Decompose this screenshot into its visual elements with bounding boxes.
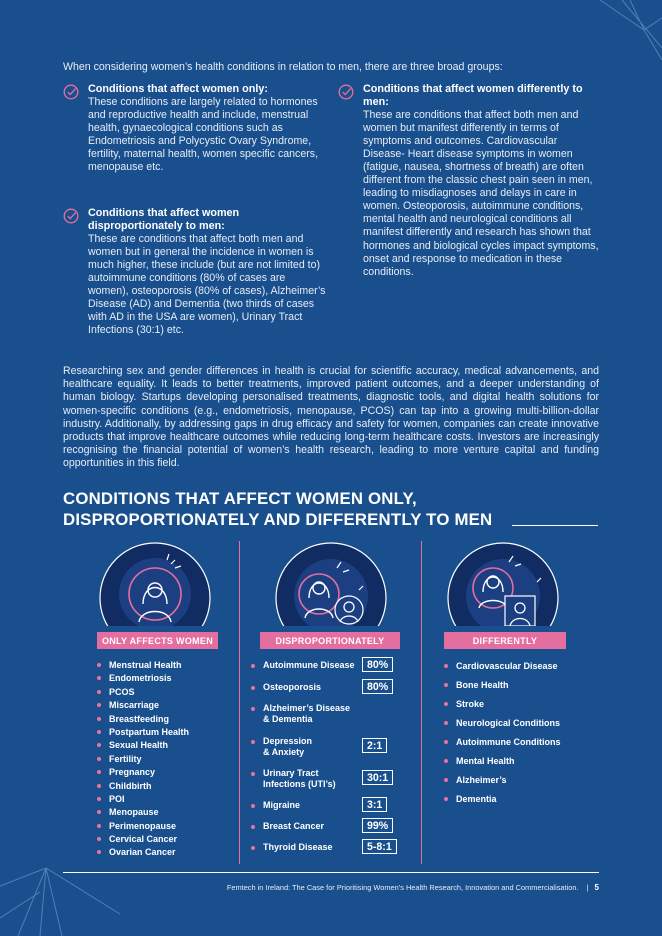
row-label: Thyroid Disease — [263, 842, 333, 852]
section-title-line2: DISPROPORTIONATELY AND DIFFERENTLY TO MEN — [63, 510, 493, 529]
row-label: Urinary Tract Infections (UTI’s) — [263, 768, 336, 789]
condition-title: Conditions that affect women disproportionately to men: — [88, 207, 240, 232]
check-circle-icon — [338, 84, 354, 100]
decorative-triangles-top-right-icon — [560, 0, 662, 60]
condition-title: Conditions that affect women only: — [88, 83, 268, 95]
row-ratio: 5-8:1 — [362, 839, 397, 854]
list-item: Perimenopause — [97, 820, 237, 833]
footer-separator: | — [586, 883, 589, 892]
intro-text: When considering women’s health conditions in relation to men, there are three broad groups: — [63, 61, 503, 73]
condition-body: These are conditions that affect both men and women but manifest differently in terms of symptoms and outcomes. Cardiovascular Disease- Heart disease symptoms in women (fatigue, nausea, shortness of breath) are often different from the classic chest pain seen in men, leading to misdiagnoses and delays in care in women. Osteoporosis, autoimmune conditions, mental health and neurological conditions all manifest differently and research has shown that hormones and biological cycles impact symptoms, onset and response to medication in these conditions. — [363, 108, 599, 278]
bullet-dot — [251, 846, 255, 850]
row-label: Osteoporosis — [263, 682, 322, 692]
condition-differently — [363, 83, 601, 279]
list-item: PCOS — [97, 686, 237, 699]
condition-disproportionately — [88, 207, 326, 337]
row-ratio: 2:1 — [362, 738, 387, 753]
list-item: Alzheimer’s — [444, 774, 594, 793]
row-label: Breast Cancer — [263, 821, 325, 831]
row-ratio: 80% — [362, 657, 393, 672]
row-label: Autoimmune Disease — [263, 660, 355, 670]
row-ratio: 80% — [362, 679, 393, 694]
list-item: Menstrual Health — [97, 659, 237, 672]
section-title-line1: CONDITIONS THAT AFFECT WOMEN ONLY, — [63, 489, 417, 508]
bullet-dot — [251, 664, 255, 668]
condition-body: These conditions are largely related to hormones and reproductive health and include, menstrual health, gynaecological conditions such as Endometriosis and Polycystic Ovary Syndrome, fertility, maternal health, women specific cancers, menopause etc. — [88, 95, 319, 174]
footer-rule — [63, 872, 599, 873]
badge-differently: DIFFERENTLY — [444, 632, 566, 649]
bullet-dot — [251, 804, 255, 808]
row-ratio: 99% — [362, 818, 393, 833]
list-item: Endometriosis — [97, 672, 237, 685]
list-item: Dementia — [444, 793, 594, 812]
row-label: Migraine — [263, 800, 301, 810]
list-item: Cardiovascular Disease — [444, 660, 594, 679]
list-item: Pregnancy — [97, 766, 237, 779]
woman-and-man-frame-icon — [447, 542, 559, 626]
title-underline — [512, 525, 598, 526]
bullet-dot — [251, 740, 255, 744]
footer — [63, 883, 599, 892]
differently-list — [444, 660, 594, 812]
woman-and-man-icon — [275, 542, 387, 626]
list-item: Stroke — [444, 698, 594, 717]
check-circle-icon — [63, 84, 79, 100]
bullet-dot — [251, 707, 255, 711]
list-item: Ovarian Cancer — [97, 846, 237, 859]
list-item: Fertility — [97, 753, 237, 766]
badge-only-affects-women: ONLY AFFECTS WOMEN — [97, 632, 218, 649]
list-item: Cervical Cancer — [97, 833, 237, 846]
bullet-dot — [251, 686, 255, 690]
row-ratio: 3:1 — [362, 797, 387, 812]
condition-body: These are conditions that affect both men and women but in general the incidence in women is much higher, these include (but are not limited to) autoimmune conditions (80% of cases are women), osteoporosis (80% of cases), Alzheimer’s Disease (AD) and Dementia (two thirds of cases with AD in the USA are women), Urinary Tract Infections (30:1) etc. — [88, 232, 326, 337]
list-item: Postpartum Health — [97, 726, 237, 739]
check-circle-icon — [63, 208, 79, 224]
column-divider — [239, 541, 240, 864]
list-item: Childbirth — [97, 780, 237, 793]
condition-title: Conditions that affect women differently to men: — [363, 83, 583, 108]
list-item: Neurological Conditions — [444, 717, 594, 736]
list-item: Bone Health — [444, 679, 594, 698]
section-title — [63, 488, 603, 530]
list-item: Breastfeeding — [97, 713, 237, 726]
list-item: Miscarriage — [97, 699, 237, 712]
list-item: Sexual Health — [97, 739, 237, 752]
list-item: Mental Health — [444, 755, 594, 774]
row-label: Depression & Anxiety — [263, 736, 313, 757]
only-affects-list — [97, 659, 237, 860]
badge-disproportionately: DISPROPORTIONATELY — [260, 632, 400, 649]
page-number: 5 — [594, 883, 599, 892]
row-ratio: 30:1 — [362, 770, 393, 785]
woman-icon — [99, 542, 211, 626]
bullet-dot — [251, 825, 255, 829]
column-divider — [421, 541, 422, 864]
footer-text: Femtech in Ireland: The Case for Prioritising Women’s Health Research, Innovation and Commercialisation. — [226, 883, 579, 892]
list-item: POI — [97, 793, 237, 806]
bullet-dot — [251, 772, 255, 776]
research-paragraph: Researching sex and gender differences in health is crucial for scientific accuracy, medical advancements, and healthcare equality. It leads to better treatments, improved patient outcomes, and a deeper understanding of human biology. Startups developing personalised treatments, diagnostic tools, and digital health solutions for women-specific conditions (e.g., endometriosis, menopause, PCOS) can tap into a growing multi-billion-dollar industry. Additionally, by addressing gaps in drug efficacy and safety for women, companies can create innovative products that improve healthcare outcomes while reducing long-term healthcare costs. Investors are increasingly recognising the financial potential of women’s health research, leading to more venture capital and funding opportunities in this field. — [63, 365, 599, 470]
row-label: Alzheimer’s Disease & Dementia — [263, 703, 351, 724]
list-item: Menopause — [97, 806, 237, 819]
list-item: Autoimmune Conditions — [444, 736, 594, 755]
condition-women-only — [88, 83, 326, 174]
decorative-triangles-bottom-left-icon — [0, 856, 140, 936]
